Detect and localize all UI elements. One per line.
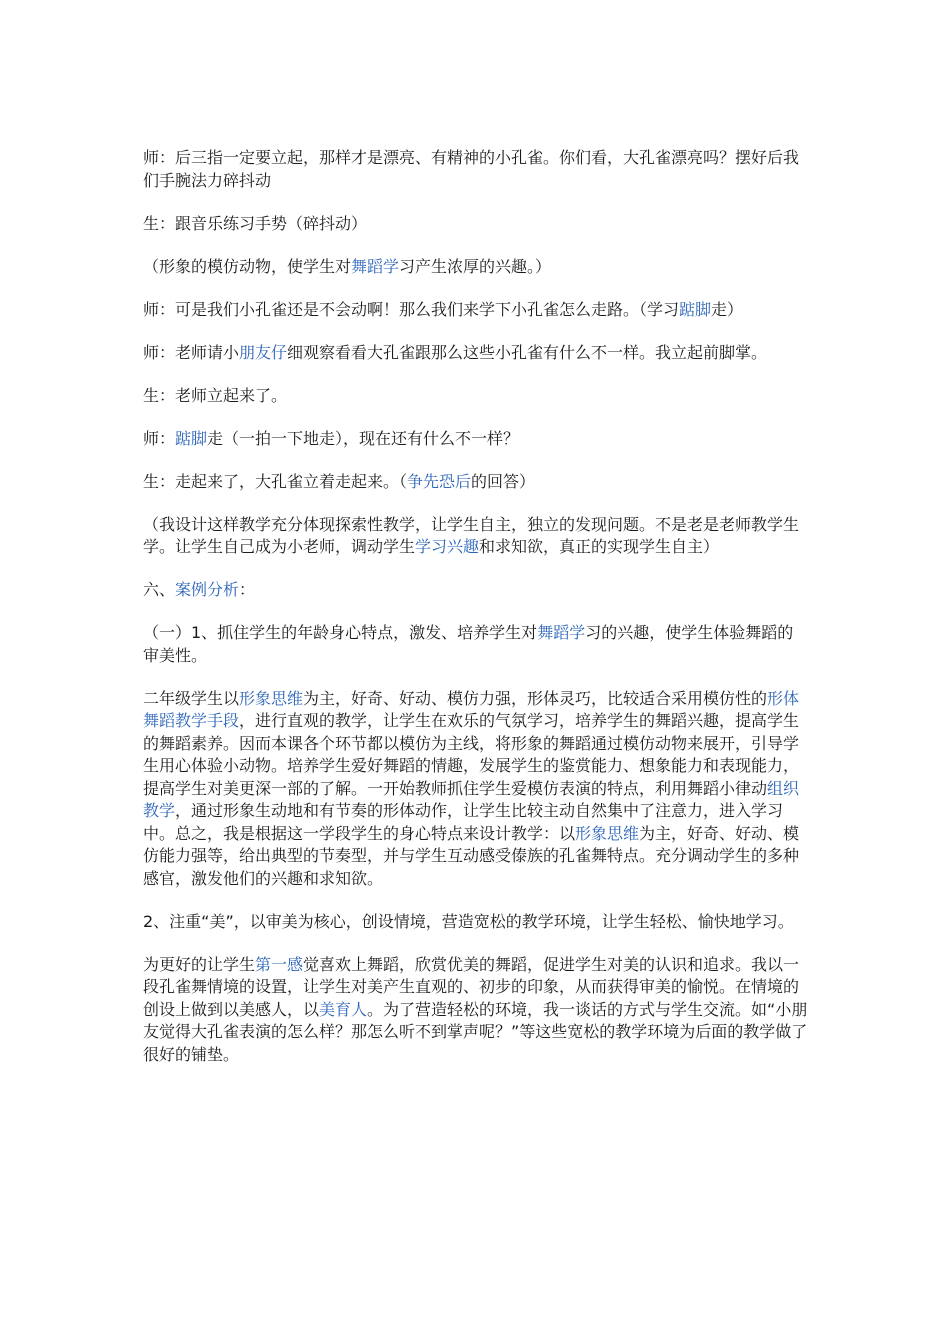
keyword-link[interactable]: 舞蹈学 — [351, 256, 400, 276]
paragraph — [143, 471, 809, 494]
paragraph — [143, 954, 809, 1067]
keyword-link[interactable]: 组织教学 — [143, 778, 800, 820]
paragraph-text: ，进行直观的教学，让学生在欢乐的气氛学习，培养学生的舞蹈兴趣，提高学生的舞蹈素养。因而本课各个环节都以模仿为主线，将形象的舞蹈通过模仿动物来展开，引导学生用心体验小动物。培养学生爱好舞蹈的情趣，发展学生的鉴赏能力、想象能力和表现能力，提高学生对美更深一部的了解。一开始教师抓住学生爱模仿表演的特点，利用舞蹈小律动 — [143, 711, 800, 798]
paragraph — [143, 342, 809, 365]
paragraph-text: 和求知欲，真正的实现学生自主） — [479, 537, 720, 556]
keyword-link[interactable]: 形象思维 — [575, 823, 640, 843]
keyword-link[interactable]: 朋友仔 — [239, 342, 288, 362]
paragraph-text: 2、注重“美”，以审美为核心，创设情境，营造宽松的教学环境，让学生轻松、愉快地学习。 — [143, 911, 794, 931]
paragraph-text: 六、 — [143, 580, 176, 599]
paragraph-text: 习产生浓厚的兴趣。） — [399, 256, 552, 276]
paragraph — [143, 622, 809, 667]
paragraph-text: （我设计这样教学充分体现探索性教学，让学生自主，独立的发现问题。不是老是老师教学生学。让学生自己成为小老师，调动学生 — [143, 514, 800, 556]
keyword-link[interactable]: 案例分析 — [175, 580, 240, 599]
document-body — [143, 147, 809, 1087]
paragraph-text: 。为了营造轻松的环境，我一谈话的方式与学生交流。如“小朋友觉得大孔雀表演的怎么样？那怎么听不到掌声呢？”等这些宽松的教学环境为后面的教学做了很好的铺垫。 — [143, 999, 808, 1064]
section-heading — [143, 579, 809, 602]
paragraph — [143, 688, 809, 891]
paragraph-text: 为更好的让学生 — [143, 954, 256, 974]
paragraph-text: ： — [239, 580, 256, 599]
paragraph-text: （形象的模仿动物，使学生对 — [143, 256, 352, 276]
keyword-link[interactable]: 踮脚 — [679, 299, 712, 319]
paragraph-text: 生：老师立起来了。 — [143, 385, 288, 405]
paragraph-text: 觉喜欢上舞蹈，欣赏优美的舞蹈，促进学生对美的认识和追求。我以一段孔雀舞情境的设置，让学生对美产生直观的、初步的印象，从而获得审美的愉悦。在情境的创设上做到以美感人，以 — [143, 954, 800, 1019]
keyword-link[interactable]: 第一感 — [255, 954, 304, 974]
paragraph-text: 细观察看看大孔雀跟那么这些小孔雀有什么不一样。我立起前脚掌。 — [287, 342, 768, 362]
paragraph-text: 生：走起来了，大孔雀立着走起来。（ — [143, 471, 408, 491]
paragraph-text: 的回答） — [471, 471, 536, 491]
paragraph-text: 为主，好奇、好动、模仿能力强等，给出典型的节奏型，并与学生互动感受傣族的孔雀舞特点。充分调动学生的多种感官，激发他们的兴趣和求知欲。 — [143, 823, 800, 888]
keyword-link[interactable]: 舞蹈学 — [537, 623, 586, 642]
paragraph — [143, 385, 809, 408]
paragraph — [143, 514, 809, 559]
paragraph-text: 二年级学生以 — [143, 688, 240, 708]
paragraph-text: 师：后三指一定要立起，那样才是漂亮、有精神的小孔雀。你们看，大孔雀漂亮吗？摆好后我们手腕法力碎抖动 — [143, 148, 800, 190]
paragraph-text: 生：跟音乐练习手势（碎抖动） — [143, 213, 368, 233]
keyword-link[interactable]: 美育人 — [319, 999, 368, 1019]
paragraph — [143, 213, 809, 236]
paragraph — [143, 911, 809, 934]
keyword-link[interactable]: 学习兴趣 — [415, 537, 480, 556]
paragraph-text: 走（一拍一下地走），现在还有什么不一样？ — [207, 428, 520, 448]
paragraph-text: 为主，好奇、好动、模仿力强，形体灵巧，比较适合采用模仿性的 — [303, 688, 768, 708]
paragraph — [143, 428, 809, 451]
paragraph-text: 师：老师请小 — [143, 342, 240, 362]
keyword-link[interactable]: 形体舞蹈教学手段 — [143, 688, 800, 730]
paragraph-text: 师：可是我们小孔雀还是不会动啊！那么我们来学下小孔雀怎么走路。（学习 — [143, 299, 680, 319]
paragraph — [143, 256, 809, 279]
keyword-link[interactable]: 形象思维 — [239, 688, 304, 708]
paragraph-text: 习的兴趣，使学生体验舞蹈的审美性。 — [143, 623, 794, 665]
paragraph — [143, 147, 809, 192]
paragraph-text: ，通过形象生动地和有节奏的形体动作，让学生比较主动自然集中了注意力，进入学习中。总之，我是根据这一学段学生的身心特点来设计教学：以 — [143, 801, 784, 843]
keyword-link[interactable]: 争先恐后 — [407, 471, 472, 491]
paragraph-text: 师： — [143, 428, 176, 448]
keyword-link[interactable]: 踮脚 — [175, 428, 208, 448]
paragraph — [143, 299, 809, 322]
paragraph-text: 走） — [711, 299, 744, 319]
paragraph-text: （一）1、抓住学生的年龄身心特点，激发、培养学生对 — [143, 623, 538, 642]
